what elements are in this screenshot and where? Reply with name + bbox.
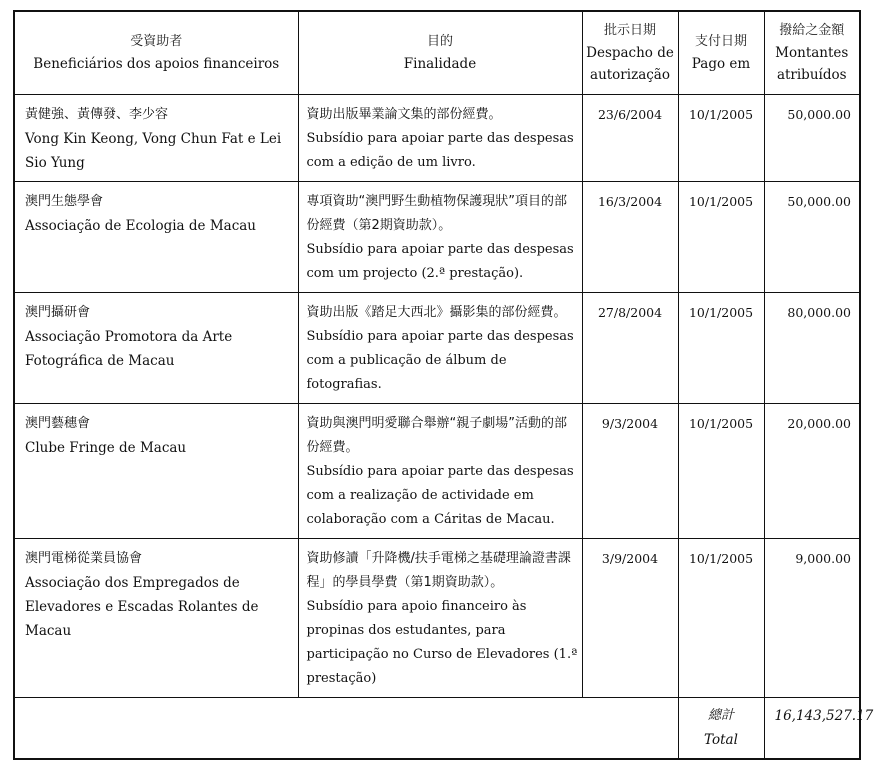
header-amount-pt: Montantes atribuídos bbox=[775, 45, 849, 83]
amount-cell: 20,000.00 bbox=[764, 404, 860, 539]
purpose-pt: Subsídio para apoiar parte das despesas com a edição de um livro. bbox=[306, 131, 574, 170]
authorization-date: 3/9/2004 bbox=[582, 539, 678, 698]
amount-cell: 9,000.00 bbox=[764, 539, 860, 698]
amount-cell: 50,000.00 bbox=[764, 182, 860, 293]
purpose-cell bbox=[298, 293, 582, 404]
beneficiary-pt: Clube Fringe de Macau bbox=[25, 440, 187, 456]
beneficiary-pt: Associação Promotora da Arte Fotográfica de Macau bbox=[25, 329, 233, 369]
header-payment-pt: Pago em bbox=[691, 56, 751, 72]
header-amount bbox=[764, 11, 860, 95]
purpose-pt: Subsídio para apoiar parte das despesas com a publicação de álbum de fotografias. bbox=[306, 329, 574, 392]
total-label-zh: 總計 bbox=[707, 708, 734, 723]
total-label bbox=[678, 698, 764, 760]
authorization-date: 27/8/2004 bbox=[582, 293, 678, 404]
header-purpose-zh: 目的 bbox=[426, 34, 453, 49]
beneficiary-cell bbox=[14, 182, 298, 293]
grants-table bbox=[13, 10, 874, 760]
beneficiary-zh: 澳門電梯從業員協會 bbox=[25, 551, 143, 566]
payment-date: 10/1/2005 bbox=[678, 539, 764, 698]
authorization-date: 16/3/2004 bbox=[582, 182, 678, 293]
header-amount-zh: 撥給之金額 bbox=[779, 23, 845, 38]
header-beneficiary bbox=[14, 11, 298, 95]
purpose-cell bbox=[298, 182, 582, 293]
purpose-pt: Subsídio para apoio financeiro às propinas dos estudantes, para participação no Curso de Elevadores (1.ª prestação) bbox=[306, 599, 578, 686]
beneficiary-zh: 澳門生態學會 bbox=[25, 194, 104, 209]
header-purpose bbox=[298, 11, 582, 95]
header-row bbox=[14, 11, 860, 95]
purpose-cell bbox=[298, 95, 582, 182]
payment-date: 10/1/2005 bbox=[678, 95, 764, 182]
header-payment-zh: 支付日期 bbox=[694, 34, 747, 49]
total-label-pt: Total bbox=[704, 732, 738, 748]
header-authorization bbox=[582, 11, 678, 95]
table-row bbox=[14, 539, 860, 698]
header-authorization-zh: 批示日期 bbox=[603, 23, 656, 38]
beneficiary-pt: Associação dos Empregados de Elevadores e Escadas Rolantes de Macau bbox=[25, 575, 259, 639]
purpose-zh: 資助修讀「升降機/扶手電梯之基礎理論證書課程」的學員學費（第1期資助款）。 bbox=[306, 551, 571, 590]
header-authorization-pt: Despacho de autorização bbox=[586, 45, 674, 83]
purpose-zh: 專項資助“澳門野生動植物保護現狀”項目的部份經費（第2期資助款）。 bbox=[306, 194, 567, 233]
purpose-pt: Subsídio para apoiar parte das despesas com a realização de actividade em colaboração com a Cáritas de Macau. bbox=[306, 464, 574, 527]
beneficiary-zh: 澳門攝研會 bbox=[25, 305, 91, 320]
purpose-cell bbox=[298, 404, 582, 539]
header-beneficiary-zh: 受資助者 bbox=[130, 34, 183, 49]
header-beneficiary-pt: Beneficiários dos apoios financeiros bbox=[33, 56, 280, 72]
table-row bbox=[14, 182, 860, 293]
beneficiary-pt: Vong Kin Keong, Vong Chun Fat e Lei Sio Yung bbox=[25, 131, 282, 171]
beneficiary-cell bbox=[14, 404, 298, 539]
beneficiary-pt: Associação de Ecologia de Macau bbox=[25, 218, 256, 234]
table-row bbox=[14, 404, 860, 539]
amount-cell: 80,000.00 bbox=[764, 293, 860, 404]
beneficiary-zh: 黃健強、黃傳發、李少容 bbox=[25, 107, 169, 122]
purpose-cell bbox=[298, 539, 582, 698]
authorization-date: 9/3/2004 bbox=[582, 404, 678, 539]
total-value: 16,143,527.17 bbox=[764, 698, 860, 760]
beneficiary-cell bbox=[14, 539, 298, 698]
payment-date: 10/1/2005 bbox=[678, 182, 764, 293]
table-row bbox=[14, 95, 860, 182]
amount-cell: 50,000.00 bbox=[764, 95, 860, 182]
purpose-pt: Subsídio para apoiar parte das despesas com um projecto (2.ª prestação). bbox=[306, 242, 574, 281]
header-payment bbox=[678, 11, 764, 95]
purpose-zh: 資助出版畢業論文集的部份經費。 bbox=[306, 107, 502, 122]
total-spacer bbox=[14, 698, 678, 760]
table-row bbox=[14, 293, 860, 404]
total-row bbox=[14, 698, 860, 760]
beneficiary-cell bbox=[14, 95, 298, 182]
purpose-zh: 資助出版《踏足大西北》攝影集的部份經費。 bbox=[306, 305, 567, 320]
payment-date: 10/1/2005 bbox=[678, 404, 764, 539]
purpose-zh: 資助與澳門明愛聯合舉辦“親子劇場”活動的部份經費。 bbox=[306, 416, 567, 455]
beneficiary-cell bbox=[14, 293, 298, 404]
payment-date: 10/1/2005 bbox=[678, 293, 764, 404]
header-purpose-pt: Finalidade bbox=[403, 56, 477, 72]
beneficiary-zh: 澳門藝穗會 bbox=[25, 416, 91, 431]
authorization-date: 23/6/2004 bbox=[582, 95, 678, 182]
